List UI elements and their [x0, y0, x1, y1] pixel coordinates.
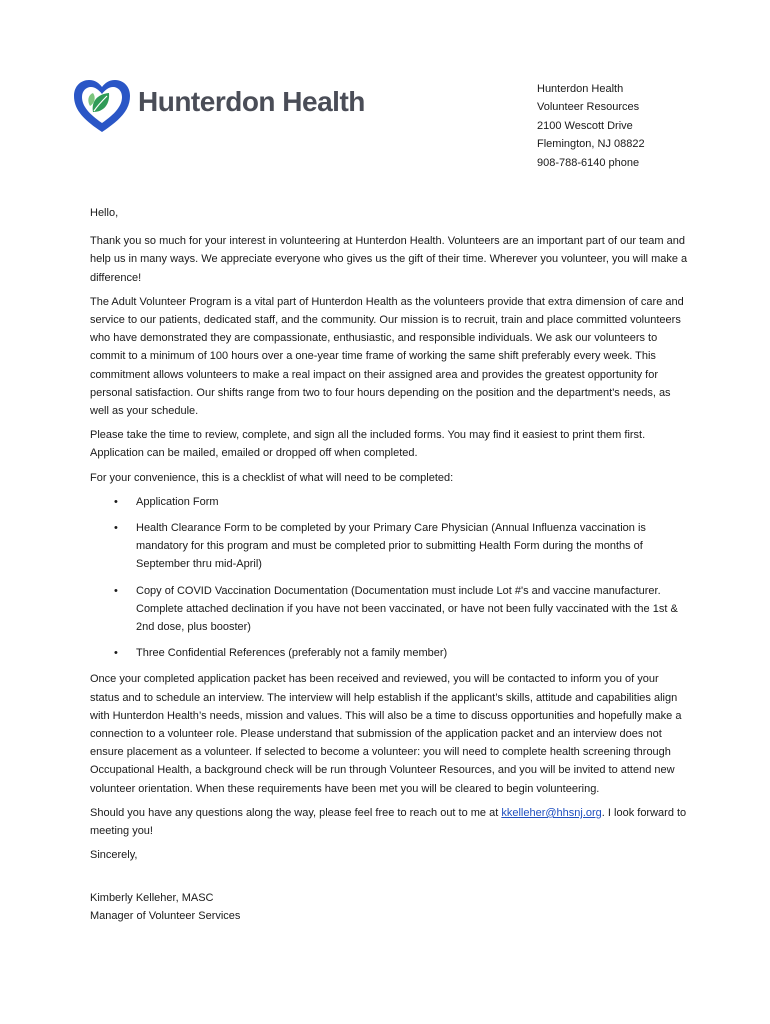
checklist-item-text: Three Confidential References (preferably not a family member) [136, 647, 448, 660]
contact-text: Should you have any questions along the way, please feel free to reach out to me at [90, 806, 502, 819]
checklist-item-text: Application Form [136, 495, 219, 508]
signer-name: Kimberly Kelleher, MASC [90, 891, 214, 904]
hunterdon-health-logo [70, 76, 370, 136]
address-phone: 908-788-6140 phone [537, 156, 640, 169]
signature-block [90, 889, 688, 925]
bullet: • [114, 495, 118, 508]
logo-wordmark: Hunterdon Health [138, 86, 365, 117]
checklist-item [90, 644, 688, 662]
checklist-item-text: Health Clearance Form to be completed by your Primary Care Physician (Annual Influenza vaccination is mandatory for this program and must be completed prior to submitting Health Form during the months of September thru mid-April) [136, 522, 646, 571]
contact-text-end: . I look forward to meeting you! [90, 806, 687, 838]
heart-leaf-icon [70, 76, 134, 136]
checklist-item-text: Copy of COVID Vaccination Documentation (Documentation must include Lot #'s and vaccine manufacturer. Complete attached declination if you have not been vaccinated, or have not been fully vaccinated with the 1st & 2nd dose, plus booster) [136, 584, 678, 634]
forms-paragraph: Please take the time to review, complete, and sign all the included forms. You may find it easiest to print them first. Application can be mailed, emailed or dropped off when completed. [90, 429, 646, 460]
checklist [90, 493, 688, 663]
address-street: 2100 Wescott Drive [537, 119, 633, 132]
bullet: • [114, 522, 118, 535]
checklist-item [90, 582, 688, 637]
signer-title: Manager of Volunteer Services [90, 909, 241, 922]
process-paragraph: Once your completed application packet has been received and reviewed, you will be contacted to inform you of your status and to schedule an interview. The interview will help establish if the applicant’s skills, attitude and capabilities align with Hunterdon Health’s needs, mission and values. This will also be a time to discuss opportunities and hopefully make a connection to a volunteer role. Please understand that submission of the application packet and an interview does not ensure placement as a volunteer. If selected to become a volunteer: you will need to complete health screening through Occupational Health, a background check will be run through Volunteer Resources, and you will be invited to attend new volunteer orientation. When these requirements have been met you will be cleared to begin volunteering. [90, 673, 682, 795]
program-paragraph: The Adult Volunteer Program is a vital part of Hunterdon Health as the volunteers provide that extra dimension of care and service to our patients, dedicated staff, and the community. Our mission is to recruit, train and place committed volunteers who have demonstrated they are compassionate, enthusiastic, and responsible individuals. We ask our volunteers to commit to a minimum of 100 hours over a one-year time frame of working the same shift preferably every week. This commitment allows volunteers to make a real impact on their assigned area and provides the greatest opportunity for personal satisfaction. Our shifts range from two to four hours depending on the position and the department's needs, as well as your schedule. [90, 295, 684, 418]
intro-paragraph: Thank you so much for your interest in volunteering at Hunterdon Health. Volunteers are an important part of our team and help us in many ways. We appreciate everyone who gives us the gift of their time. Wherever you volunteer, you will make a difference! [90, 235, 688, 284]
address-department: Volunteer Resources [537, 101, 640, 114]
checklist-item [90, 493, 688, 511]
bullet: • [114, 647, 118, 660]
address-org: Hunterdon Health [537, 83, 624, 95]
bullet: • [114, 584, 118, 597]
checklist-item [90, 519, 688, 574]
closing: Sincerely, [90, 849, 138, 862]
return-address [537, 80, 645, 172]
email-link[interactable]: kkelleher@hhsnj.org [501, 806, 602, 819]
contact-paragraph [90, 804, 688, 840]
letter-body [90, 204, 688, 925]
checklist-intro: For your convenience, this is a checklist of what will need to be completed: [90, 471, 454, 484]
greeting: Hello, [90, 207, 119, 219]
address-city: Flemington, NJ 08822 [537, 138, 645, 151]
